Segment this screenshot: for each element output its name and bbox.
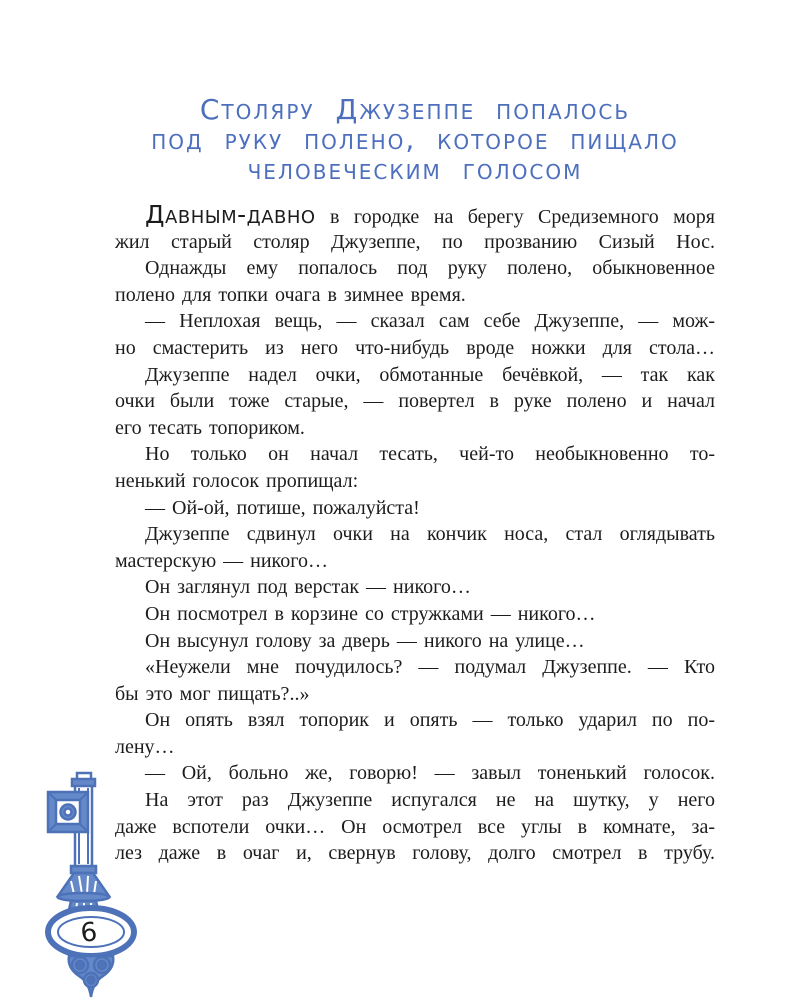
text-line: Он заглянул под верстак — никого… [145, 576, 471, 599]
text-line: бы это мог пищать?..» [115, 682, 310, 705]
text-line-rest: в городке на берегу Средиземного моря [330, 206, 716, 228]
text-line: Он высунул голову за дверь — никого на улице… [145, 629, 585, 652]
text-line: Джузеппе сдвинул очки на кончик носа, стал оглядывать [145, 523, 715, 546]
text-line: лену… [115, 735, 175, 758]
golden-key-illustration [35, 770, 145, 1000]
text-line: Джузеппе надел очки, обмотанные бечёвкой, — так как [145, 363, 715, 386]
text-line: мастерскую — никого… [115, 549, 328, 572]
chapter-title-line: человеческим голосом [247, 153, 583, 186]
text-line: даже вспотели очки… Он осмотрел все углы в комнате, за- [115, 815, 715, 838]
page-number: 6 [79, 917, 99, 949]
text-line: Однажды ему попалось под руку полено, обыкновенное [145, 257, 715, 280]
text-line: очки были тоже старые, — повертел в руке полено и начал [115, 390, 715, 413]
text-line [115, 202, 715, 229]
text-line: Он посмотрел в корзине со стружками — никого… [145, 602, 596, 625]
chapter-title-line: Столяру Джузеппе попалось [199, 93, 631, 126]
text-line: лез даже в очаг и, свернув голову, долго смотрел в трубу. [115, 842, 715, 865]
text-line: жил старый столяр Джузеппе, по прозванию Сизый Нос. [115, 230, 715, 253]
text-line: но смастерить из него что-нибудь вроде ножки для стола… [115, 336, 715, 359]
text-line: На этот раз Джузеппе испугался не на шутку, у него [145, 789, 715, 812]
text-line: полено для топки очага в зимнее время. [115, 283, 466, 306]
text-line: его тесать топориком. [115, 416, 305, 439]
text-line: Он опять взял топорик и опять — только ударил по по- [145, 709, 715, 732]
smallcaps-opening-phrase: Давным-давно [145, 200, 316, 229]
text-line: ненький голосок пропищал: [115, 469, 359, 492]
chapter-text [115, 202, 715, 867]
text-line: «Неужели мне почудилось? — подумал Джузеппе. — Кто [145, 656, 715, 679]
text-line: — Неплохая вещь, — сказал сам себе Джузеппе, — мож- [145, 310, 715, 333]
text-line: — Ой-ой, потише, пожалуйста! [145, 496, 420, 519]
text-line: Но только он начал тесать, чей-то необыкновенно то- [145, 443, 715, 466]
chapter-title [105, 95, 725, 185]
text-line: — Ой, больно же, говорю! — завыл тоненький голосок. [145, 762, 715, 785]
chapter-title-line: под руку полено, которое пищало [151, 123, 679, 156]
